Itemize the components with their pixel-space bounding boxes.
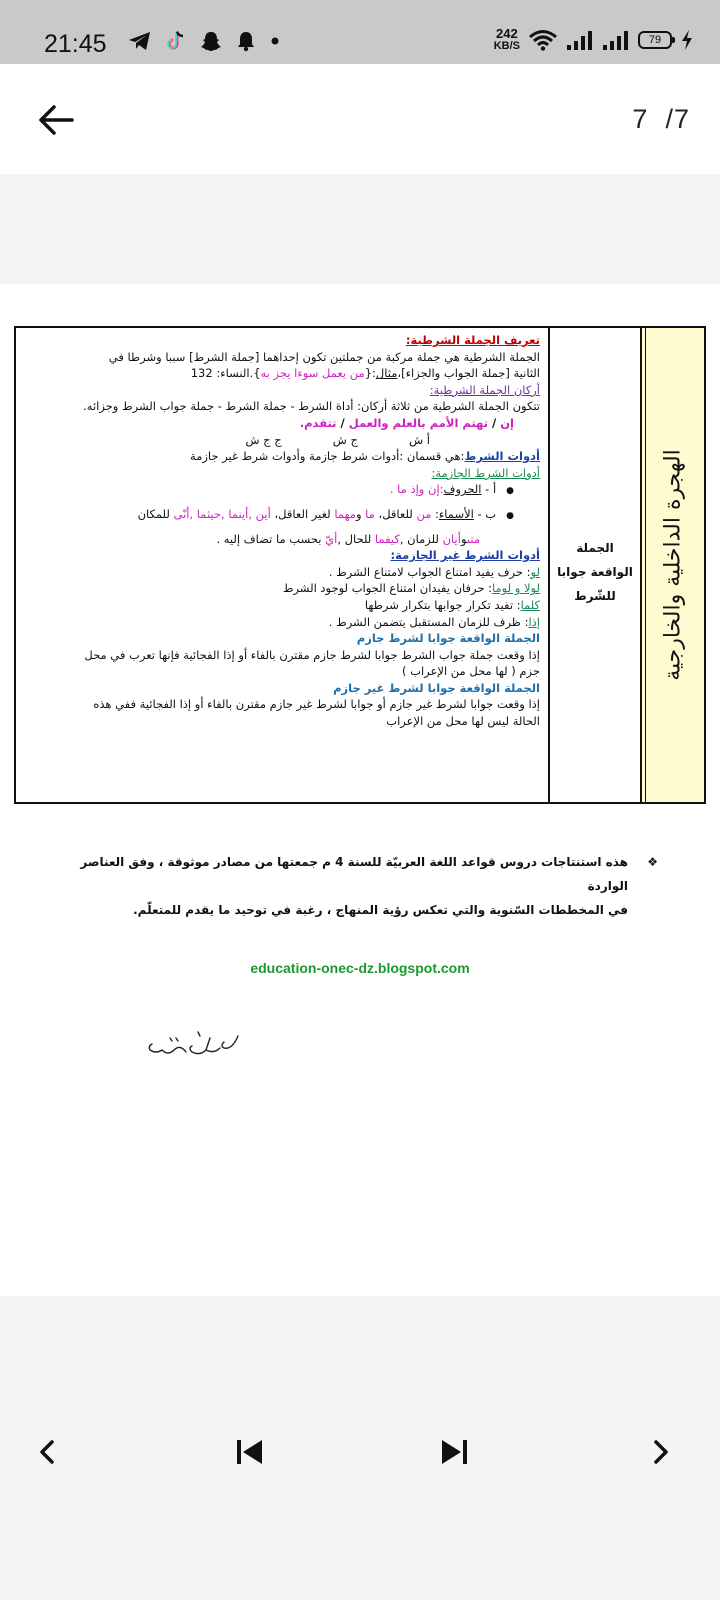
answer-nonjazim-title: الجملة الواقعة جوابا لشرط غير جازم [333,680,540,695]
battery-level: 79 [648,34,662,46]
charging-icon [680,29,694,51]
pillars-example: إن / تهتم الأمم بالعلم والعمل / تتقدم. [299,415,514,430]
names-line: ● ب - الأسماء: من للعاقل، ما ومهما لغير العاقل، أين ,أينما ,حيثما ,أنّى للمكان [24,506,540,525]
first-page-button[interactable] [232,1434,268,1470]
note-bullet-icon: ❖ [647,855,658,869]
last-page-button[interactable] [436,1434,472,1470]
snapchat-icon [200,30,222,52]
telegram-icon [128,31,152,51]
definition-line: الجملة الشرطية هي جملة مركبة من جملتين تكون إحداهما [جملة الشرط] سببا وشرطا في [108,349,540,364]
pillars-line: تتكون الجملة الشرطية من ثلاثة أركان: أداة الشرط - جملة الشرط - جملة جواب الشرط وجزائه. [83,399,540,414]
status-time: 21:45 [44,30,107,58]
footer-link: education-onec-dz.blogspot.com [250,960,470,976]
kullama-line: كلما: تفيد تكرار جوابها بتكرار شرطها [364,597,540,612]
lesson-table [14,326,706,804]
net-speed-value: 242 [496,26,518,41]
back-button[interactable] [36,100,76,140]
next-page-button[interactable] [642,1434,678,1470]
note-line: في المخططات السّنوية والتي تعكس رؤية المنهاج ، رغبة في توحيد ما يقدم للمتعلّم. [133,903,628,917]
dot-icon [270,36,280,46]
viewer-background [0,174,720,284]
answer-nonjazim-line: الحالة ليس لها محل من الإعراب [386,714,540,729]
wifi-icon [528,29,558,51]
bell-icon [236,30,256,52]
definition-title: تعريف الجملة الشرطية: [405,333,540,347]
chevron-left-icon [30,1434,66,1470]
law-line: لو: حرف يفيد امتناع الجواب لامتناع الشرط . [328,564,540,579]
answer-jazim-line: جزم ( لها محل من الإعراب ) [402,664,540,679]
system-icons [494,28,694,52]
jazim-title: أدوات الشرط الجازمة: [431,465,540,480]
answer-jazim-title: الجملة الواقعة جوابا لشرط جازم [356,631,540,646]
names-line-2: متىوأيان للزمان ,كيفما للحال ,أيّ بحسب ما تضاف إليه . [216,531,480,546]
previous-page-button[interactable] [30,1434,66,1470]
answer-nonjazim-line: إذا وقعت جوابا لشرط غير جازم أو جوابا لشرط غير جازم مقترن بالفاء أو إذا الفجائية ففي هذه [93,697,540,712]
net-speed [494,28,520,52]
notification-icons [128,30,280,52]
theme-cell [640,328,704,802]
page-total: /7 [665,104,690,134]
app-bar [0,64,720,174]
signature [140,1024,250,1068]
skip-first-icon [232,1434,268,1470]
skip-last-icon [436,1434,472,1470]
lesson-title: الجملة الواقعة جوابا للشّرط [557,541,633,603]
lawla-line: لولا و لوما: حرفان يفيدان امتناع الجواب لوجود الشرط [282,581,540,596]
non-jazim-title: أدوات الشرط غير الجازمة: [390,548,540,563]
status-bar [0,0,720,64]
page-current: 7 [632,104,649,134]
lesson-cell [548,328,640,802]
page-indicator [632,104,690,135]
chevron-right-icon [642,1434,678,1470]
arrow-left-icon [36,100,76,140]
definition-line: الثانية [جملة الجواب والجزاء]،مثال:{من يعمل سوءا يجز به}.النساء: 132 [190,366,540,381]
document-page[interactable] [0,284,720,1296]
signal-icon [602,29,630,51]
theme-text: الهجرة الداخلية والخارجية [660,449,686,681]
content-cell [16,328,548,802]
letters-line: ● أ - الحروف:إن وإذ ما . [24,481,540,500]
tiktok-icon [166,30,186,52]
answer-jazim-line: إذا وقعت جملة جواب الشرط جوابا لشرط جازم مقترن بالفاء أو إذا الفجائية فإنها تعرب في محل [84,647,540,662]
note-line: هذه استنتاجات دروس قواعد اللغة العربيّة للسنة 4 م جمعتها من مصادر موثوقة ، وفق العناصر الواردة [80,855,628,893]
idha-line: إذا: ظرف للزمان المستقبل يتضمن الشرط . [328,614,540,629]
author-note [60,850,628,922]
battery-icon [638,31,672,49]
pillars-marks: أ ش ج ش ج ج ش [245,432,430,447]
pillars-title: أركان الجملة الشرطية: [429,382,540,397]
signal-icon [566,29,594,51]
net-speed-unit: KB/S [493,40,520,52]
viewer-background [0,1296,720,1600]
tools-line: أدوات الشرط:هي قسمان :أدوات شرط جازمة وأدوات شرط غير جازمة [190,449,540,464]
